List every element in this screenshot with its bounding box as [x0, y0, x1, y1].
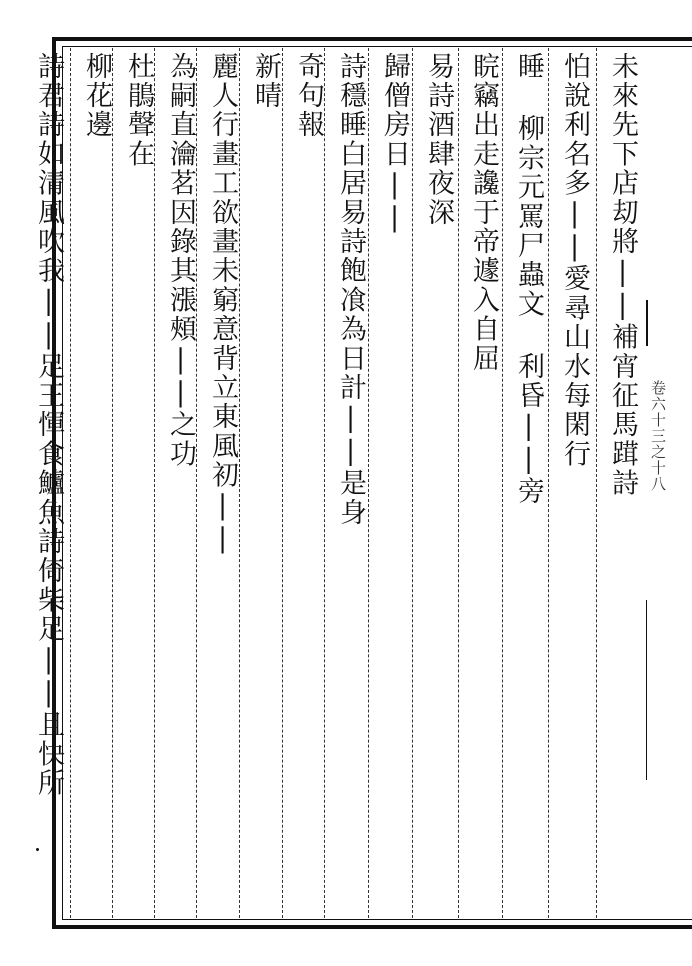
text-column-14: 詩君詩如清風吹我||足王惲食鱸魚詩倚柴足||且快所 — [33, 52, 64, 798]
text-column-11: 為嗣直瀹茗因錄其漲頰||之功 — [165, 52, 196, 469]
text-column-7: 詩穩睡白居易詩飽飡為日計||是身 — [335, 52, 366, 528]
fold-mark — [646, 300, 648, 346]
margin-text: 卷六十三之十八 — [649, 380, 667, 492]
text-column-1: 未來先下店刧將||補宵征馬䠜詩 — [607, 52, 638, 498]
ink-speck — [36, 848, 39, 851]
fold-mark — [646, 600, 647, 780]
text-column-2: 怕說利名多||愛尋山水每閑行 — [559, 52, 590, 469]
text-column-3: 睡 柳宗元罵尸蟲文 利昏||旁 — [513, 52, 544, 506]
text-column-9: 新晴 — [250, 52, 281, 111]
text-column-13: 柳花邊 — [81, 52, 112, 140]
column-rule — [596, 48, 597, 918]
text-column-4: 睆竊出走讒于帝遽入自屈 — [468, 52, 499, 374]
column-rule — [70, 48, 71, 918]
text-column-6: 歸僧房日|| — [379, 52, 410, 236]
text-column-12: 杜鵑聲在 — [123, 52, 154, 169]
text-column-5: 易詩酒肆夜深 — [423, 52, 454, 228]
text-column-10: 麗人行畫工欲畫未窮意背立東風初|| — [207, 52, 238, 557]
text-column-8: 奇句報 — [293, 52, 324, 140]
